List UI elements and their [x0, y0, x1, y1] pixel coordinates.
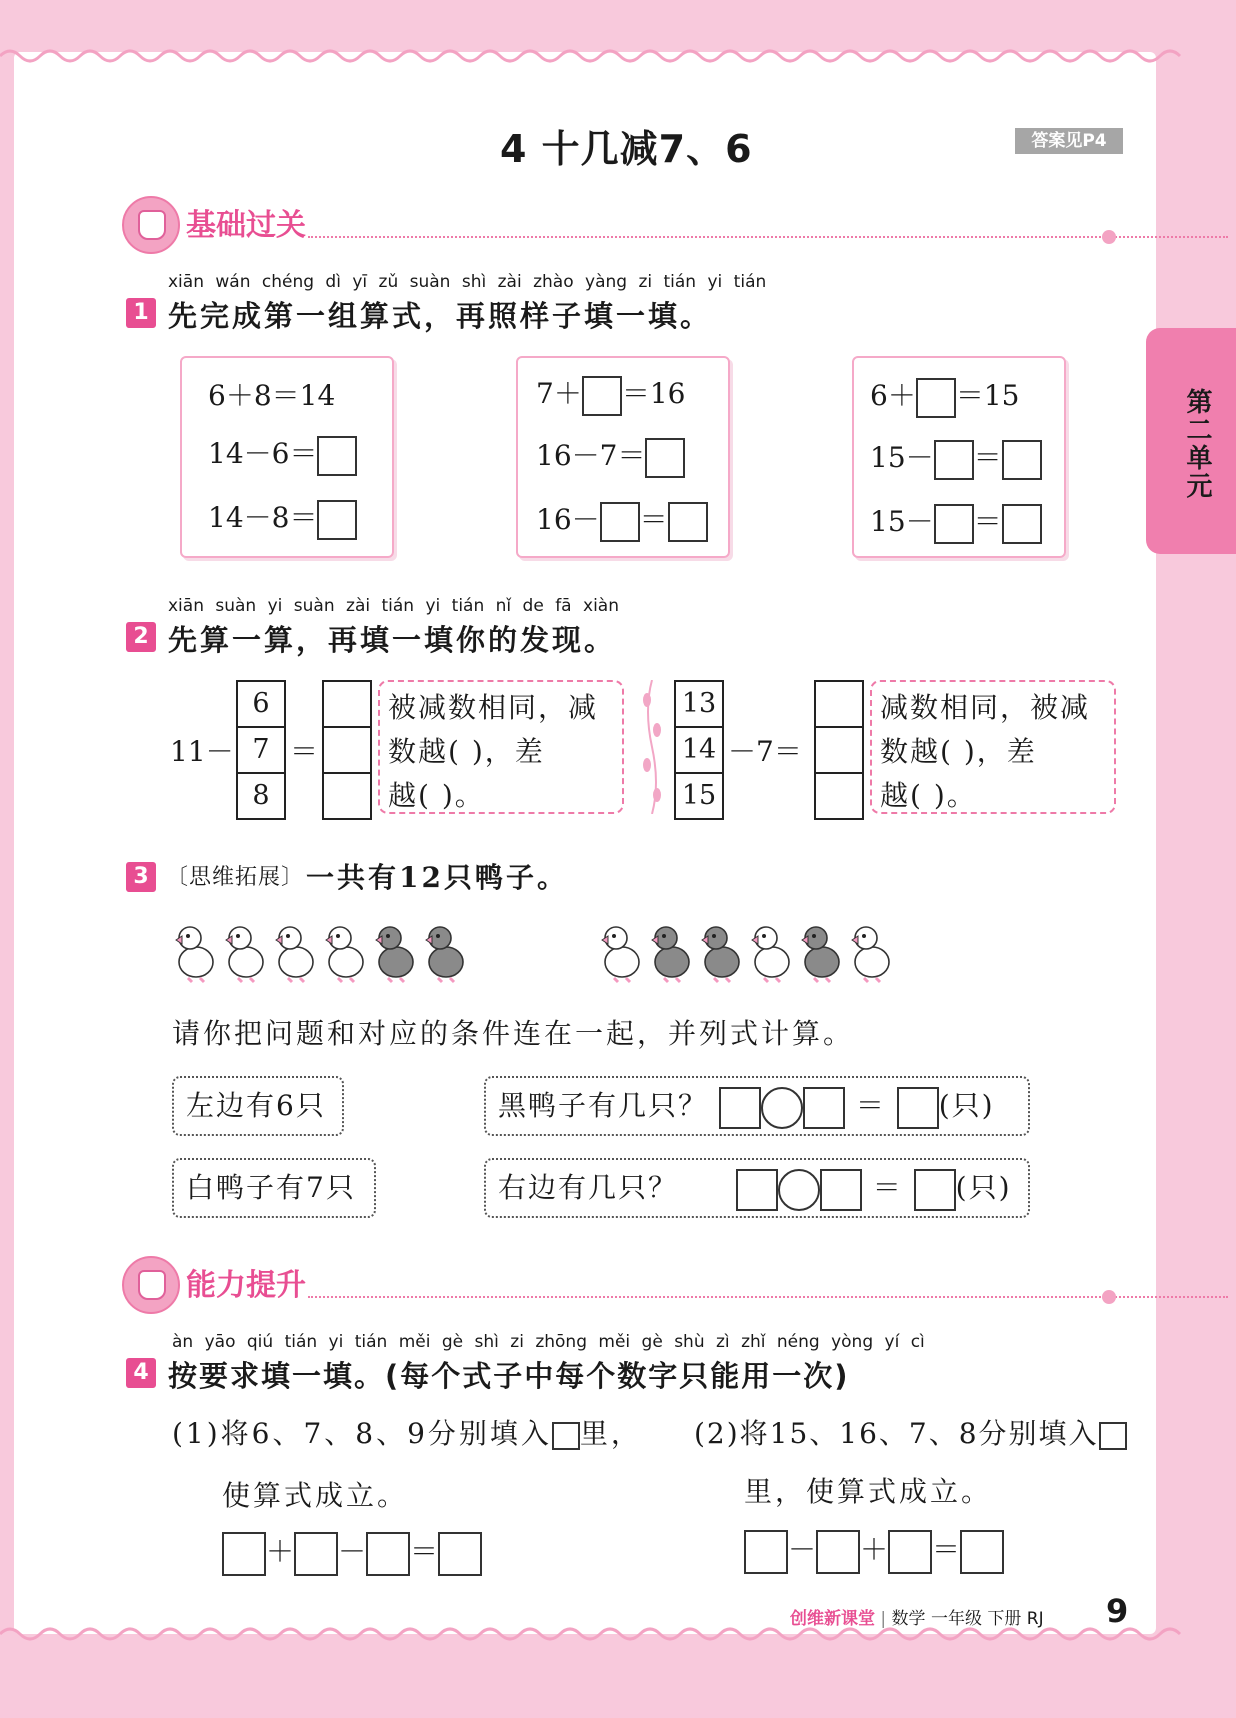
answer-box[interactable] — [914, 1169, 956, 1211]
equation-text: 14－8＝ — [208, 501, 318, 534]
note-line: 数越( )，差 — [388, 735, 545, 768]
question-label: 黑鸭子有几只？ — [498, 1089, 709, 1122]
box-symbol — [1099, 1422, 1127, 1450]
equation-text: ＝ — [973, 441, 1002, 474]
equation-text: 16－7＝ — [536, 439, 646, 472]
note-line: 数越( )，差 — [880, 735, 1037, 768]
equals-sign: ＝ — [290, 735, 322, 768]
equation-text: ＝ — [639, 503, 668, 536]
section-title: 基础过关 — [186, 208, 306, 243]
equation-text: 15－ — [870, 441, 934, 474]
answer-box[interactable] — [317, 500, 357, 540]
condition-box[interactable]: 左边有6只 — [172, 1076, 344, 1136]
answer-box[interactable] — [222, 1532, 266, 1576]
page-title: 4 十几减7、6 — [500, 127, 753, 171]
part2-equation — [744, 1528, 1004, 1574]
answer-cell[interactable] — [816, 774, 862, 818]
number-cell: 15 — [681, 780, 717, 811]
white-duck-icon — [172, 918, 216, 984]
answer-box[interactable] — [1002, 440, 1042, 480]
answer-box[interactable] — [916, 378, 956, 418]
number-cell: 8 — [252, 780, 270, 811]
question-text: 按要求填一填。(每个式子中每个数字只能用一次) — [168, 1359, 850, 1393]
operator-circle[interactable] — [761, 1087, 803, 1129]
section-header-basic — [122, 196, 1122, 256]
pinyin-line: àn yāo qiú tián yi tián měi gè shì zi zhōng měi gè shù zì zhǐ néng yòng yí cì — [172, 1332, 925, 1352]
question-number: 4 — [126, 1358, 156, 1388]
minuend-column — [674, 680, 724, 820]
unit-label: (只) — [955, 1171, 1012, 1204]
white-duck-icon — [322, 918, 366, 984]
white-duck-icon — [848, 918, 892, 984]
unit-label: 第二单元 — [1182, 388, 1212, 500]
answer-box[interactable] — [317, 436, 357, 476]
equation-card-3 — [852, 356, 1066, 558]
condition-box[interactable]: 白鸭子有7只 — [172, 1158, 376, 1218]
operator-circle[interactable] — [778, 1169, 820, 1211]
equation-text: 16－ — [536, 503, 600, 536]
answer-box[interactable] — [294, 1532, 338, 1576]
equation-text: 15－ — [870, 505, 934, 538]
part2-instruction-line2: 里，使算式成立。 — [744, 1475, 993, 1508]
question-text: 先完成第一组算式，再照样子填一填。 — [168, 299, 713, 333]
answer-box[interactable] — [934, 504, 974, 544]
thinking-tag: 〔思维拓展〕 — [166, 865, 305, 890]
answer-box[interactable] — [888, 1530, 932, 1574]
pinyin-line: xiān wán chéng dì yī zǔ suàn shì zài zhào yàng zi tián yi tián — [168, 272, 767, 292]
part2-instruction — [694, 1412, 1127, 1452]
equation-text: 7＋ — [536, 377, 582, 410]
number-cell: 13 — [676, 682, 722, 728]
gray-duck-icon — [422, 918, 466, 984]
gray-duck-icon — [698, 918, 742, 984]
part1-instruction-line2: 使算式成立。 — [222, 1479, 409, 1512]
book-info: 数学 一年级 下册 RJ — [891, 1609, 1044, 1629]
answer-box[interactable] — [719, 1087, 761, 1129]
number-cell: 7 — [238, 728, 284, 774]
wavy-border-top — [0, 44, 1190, 68]
gray-duck-icon — [648, 918, 692, 984]
operator: ＝ — [932, 1533, 961, 1566]
pinyin-line: xiān suàn yi suàn zài tián yi tián nǐ de fā xiàn — [168, 596, 619, 616]
vine-divider-icon — [642, 680, 662, 814]
white-duck-icon — [748, 918, 792, 984]
footer: 创维新课堂 | 数学 一年级 下册 RJ — [790, 1609, 1044, 1629]
answer-cell[interactable] — [324, 774, 370, 818]
operator: ＋ — [860, 1533, 889, 1566]
question-text: 一共有12只鸭子。 — [306, 861, 568, 894]
question-number: 1 — [126, 298, 156, 328]
gray-duck-icon — [798, 918, 842, 984]
answer-box[interactable] — [934, 440, 974, 480]
question-box[interactable] — [484, 1158, 1030, 1218]
cartoon-icon — [122, 196, 180, 254]
box-symbol — [552, 1422, 580, 1450]
answer-cell[interactable] — [816, 728, 862, 774]
answer-box[interactable] — [645, 438, 685, 478]
equation-text: 6＋ — [870, 379, 916, 412]
section-title: 能力提升 — [186, 1268, 306, 1303]
finding-note-left — [378, 680, 624, 814]
part1-instruction — [172, 1412, 642, 1452]
answer-cell[interactable] — [816, 682, 862, 728]
note-line: 减数相同，被减 — [880, 691, 1091, 724]
answer-box[interactable] — [668, 502, 708, 542]
question-number: 2 — [126, 622, 156, 652]
part1-equation — [222, 1530, 482, 1576]
page-number: 9 — [1106, 1592, 1129, 1630]
instruction-text: (1)将6、7、8、9分别填入 — [172, 1417, 552, 1450]
question-label: 右边有几只？ — [498, 1171, 679, 1204]
note-line: 越( )。 — [880, 779, 977, 812]
cartoon-icon — [122, 1256, 180, 1314]
answer-box[interactable] — [1002, 504, 1042, 544]
question-number: 3 — [126, 862, 156, 892]
answer-reference: 答案见P4 — [1015, 128, 1123, 154]
white-duck-icon — [222, 918, 266, 984]
answer-column[interactable] — [322, 680, 372, 820]
subtrahend-column — [236, 680, 286, 820]
dot-icon — [1102, 1290, 1116, 1304]
equation-card-1 — [180, 356, 394, 558]
instruction-text: 里， — [579, 1417, 642, 1450]
answer-box[interactable] — [820, 1169, 862, 1211]
equation-text: ＝ — [973, 505, 1002, 538]
equals-sign: ＝ — [855, 1089, 886, 1122]
answer-column[interactable] — [814, 680, 864, 820]
instruction-text: 请你把问题和对应的条件连在一起，并列式计算。 — [172, 1017, 855, 1050]
finding-note-right — [870, 680, 1116, 814]
note-line: 越( )。 — [388, 779, 485, 812]
equation-text: 14－6＝ — [208, 437, 318, 470]
equation-prefix: 11－ — [170, 735, 234, 768]
unit-label: (只) — [938, 1089, 995, 1122]
operator: － — [788, 1533, 817, 1566]
answer-box[interactable] — [582, 376, 622, 416]
answer-cell[interactable] — [324, 682, 370, 728]
answer-box[interactable] — [744, 1530, 788, 1574]
question-box[interactable] — [484, 1076, 1030, 1136]
answer-box[interactable] — [366, 1532, 410, 1576]
equation-card-2 — [516, 356, 730, 558]
equation-operator: －7＝ — [728, 735, 802, 768]
answer-box[interactable] — [897, 1087, 939, 1129]
section-header-advanced — [122, 1256, 1122, 1316]
answer-cell[interactable] — [324, 728, 370, 774]
answer-box[interactable] — [803, 1087, 845, 1129]
answer-box[interactable] — [816, 1530, 860, 1574]
operator: － — [338, 1535, 367, 1568]
answer-box[interactable] — [960, 1530, 1004, 1574]
answer-box[interactable] — [438, 1532, 482, 1576]
note-line: 被减数相同，减 — [388, 691, 599, 724]
dot-icon — [1102, 230, 1116, 244]
operator: ＋ — [266, 1535, 295, 1568]
operator: ＝ — [410, 1535, 439, 1568]
gray-duck-icon — [372, 918, 416, 984]
question-text: 先算一算，再填一填你的发现。 — [168, 623, 617, 657]
equation-text: ＝16 — [621, 377, 686, 410]
number-cell: 14 — [676, 728, 722, 774]
instruction-text: (2)将15、16、7、8分别填入 — [694, 1417, 1099, 1450]
answer-box[interactable] — [736, 1169, 778, 1211]
answer-box[interactable] — [600, 502, 640, 542]
white-duck-icon — [272, 918, 316, 984]
number-cell: 6 — [238, 682, 284, 728]
brand-name: 创维新课堂 — [790, 1609, 875, 1629]
unit-side-tab — [1146, 328, 1236, 554]
equation-text: ＝15 — [955, 379, 1020, 412]
equals-sign: ＝ — [872, 1171, 903, 1204]
white-duck-icon — [598, 918, 642, 984]
equation-text: 6＋8＝14 — [208, 379, 336, 412]
